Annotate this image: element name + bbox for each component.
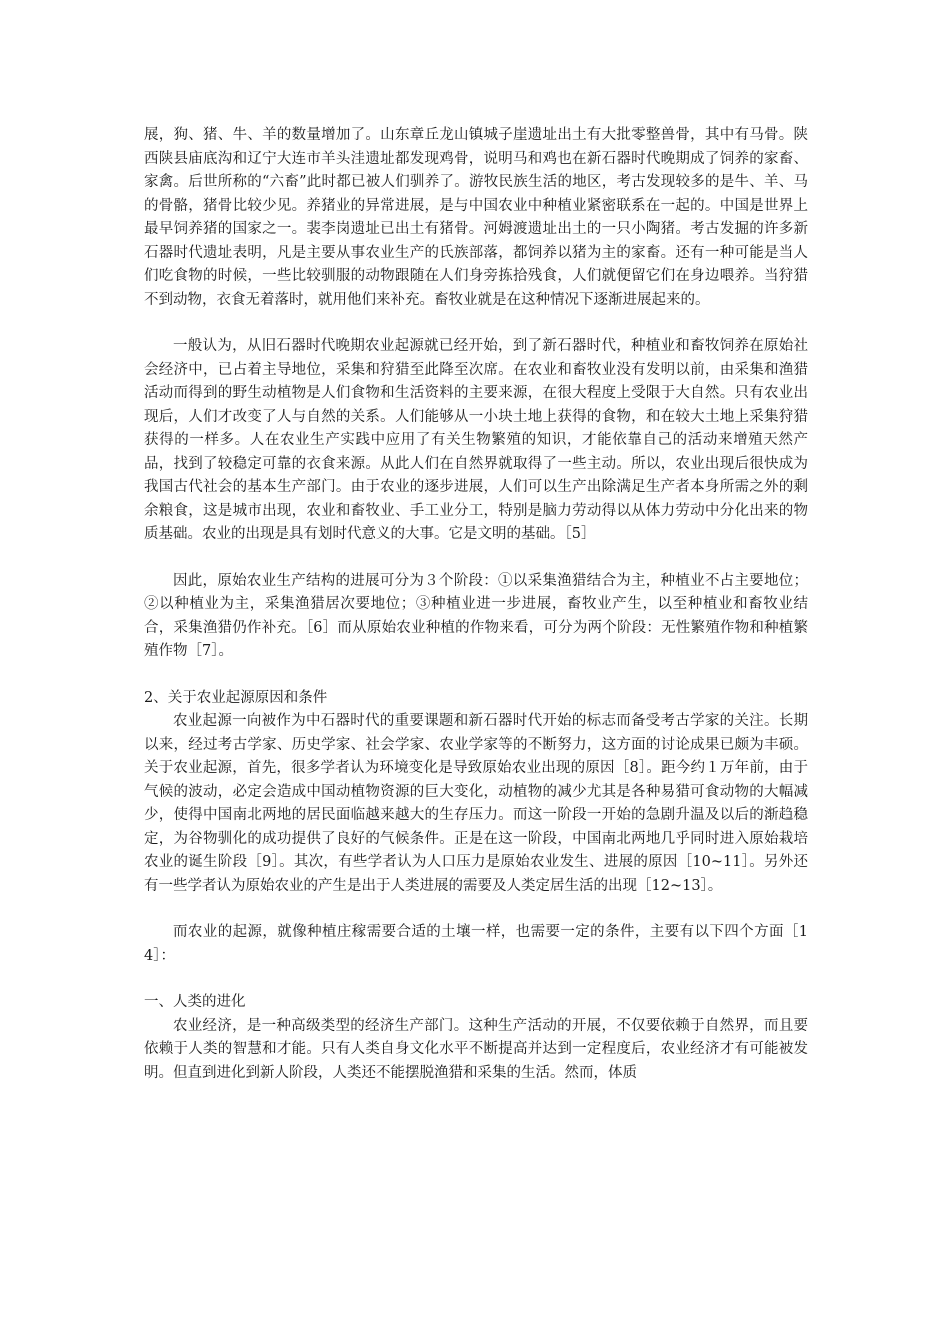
section-human-evolution-heading: 一、人类的进化 — [144, 994, 246, 1010]
paragraph-agriculture-origin-general: 一般认为，从旧石器时代晚期农业起源就已经开始，到了新石器时代，种植业和畜牧饲养在原始社会经济中，已占着主导地位，采集和狩猎至此降至次席。在农业和畜牧业没有发明以前，由采集和渔猎活动而得到的野生动植物是人们食物和生活资料的主要来源，在很大程度上受限于大自然。只有农业出现后，人们才改变了人与自然的关系。人们能够从一小块土地上获得的食物，和在较大土地上采集狩猎获得的一样多。人在农业生产实践中应用了有关生物繁殖的知识，才能依靠自己的活动来增殖天然产品，找到了较稳定可靠的衣食来源。从此人们在自然界就取得了一些主动。所以，农业出现后很快成为我国古代社会的基本生产部门。由于农业的逐步进展，人们可以生产出除满足生产者本身所需之外的剩余粮食，这是城市出现，农业和畜牧业、手工业分工，特别是脑力劳动得以从体力劳动中分化出来的物质基础。农业的出现是具有划时代意义的大事。它是文明的基础。［5］ — [144, 338, 808, 542]
paragraph-production-stages: 因此，原始农业生产结构的进展可分为３个阶段：①以采集渔猎结合为主，种植业不占主要地位；②以种植业为主，采集渔猎居次要地位；③种植业进一步进展，畜牧业产生，以至种植业和畜牧业结合，采集渔猎仍作补充。［6］而从原始农业种植的作物来看，可分为两个阶段：无性繁殖作物和种植繁殖作物［7］。 — [144, 572, 808, 659]
section-2 — [144, 687, 808, 969]
paragraph-origin-conditions: 而农业的起源，就像种植庄稼需要合适的土壤一样，也需要一定的条件，主要有以下四个方面［14］： — [144, 924, 808, 964]
section-human-evolution — [144, 991, 808, 1085]
paragraph-origin-causes: 农业起源一向被作为中石器时代的重要课题和新石器时代开始的标志而备受考古学家的关注。长期以来，经过考古学家、历史学家、社会学家、农业学家等的不断努力，这方面的讨论成果已颇为丰硕。关于农业起源，首先，很多学者认为环境变化是导致原始农业出现的原因［8］。距今约１万年前，由于气候的波动，必定会造成中国动植物资源的巨大变化，动植物的减少尤其是各种易猎可食动物的大幅减少，使得中国南北两地的居民面临越来越大的生存压力。而这一阶段一开始的急剧升温及以后的渐趋稳定，为谷物驯化的成功提供了良好的气候条件。正是在这一阶段，中国南北两地几乎同时进入原始栽培农业的诞生阶段［9］。其次，有些学者认为人口压力是原始农业发生、进展的原因［10~11］。另外还有一些学者认为原始农业的产生是出于人类进展的需要及人类定居生活的出现［12~13］。 — [144, 713, 808, 894]
paragraph-livestock: 展，狗、猪、牛、羊的数量增加了。山东章丘龙山镇城子崖遗址出土有大批零整兽骨，其中有马骨。陕西陕县庙底沟和辽宁大连市羊头洼遗址都发现鸡骨，说明马和鸡也在新石器时代晚期成了饲养的家畜、家禽。后世所称的“六畜”此时都已被人们驯养了。游牧民族生活的地区，考古发现较多的是牛、羊、马的骨骼，猪骨比较少见。养猪业的异常进展，是与中国农业中种植业紧密联系在一起的。中国是世界上最早饲养猪的国家之一。裴李岗遗址已出土有猪骨。河姆渡遗址出土的一只小陶猪。考古发掘的许多新石器时代遗址表明，凡是主要从事农业生产的氏族部落，都饲养以猪为主的家畜。还有一种可能是当人们吃食物的时候，一些比较驯服的动物跟随在人们身旁拣拾残食，人们就便留它们在身边喂养。当狩猎不到动物，衣食无着落时，就用他们来补充。畜牧业就是在这种情况下逐渐进展起来的。 — [144, 127, 808, 308]
section-2-heading: 2、关于农业起源原因和条件 — [144, 689, 328, 706]
paragraph-human-evolution: 农业经济，是一种高级类型的经济生产部门。这种生产活动的开展，不仅要依赖于自然界，而且要依赖于人类的智慧和才能。只有人类自身文化水平不断提高并达到一定程度后，农业经济才有可能被发明。但直到进化到新人阶段，人类还不能摆脱渔猎和采集的生活。然而，体质 — [144, 1017, 808, 1081]
document-page — [144, 124, 808, 1085]
